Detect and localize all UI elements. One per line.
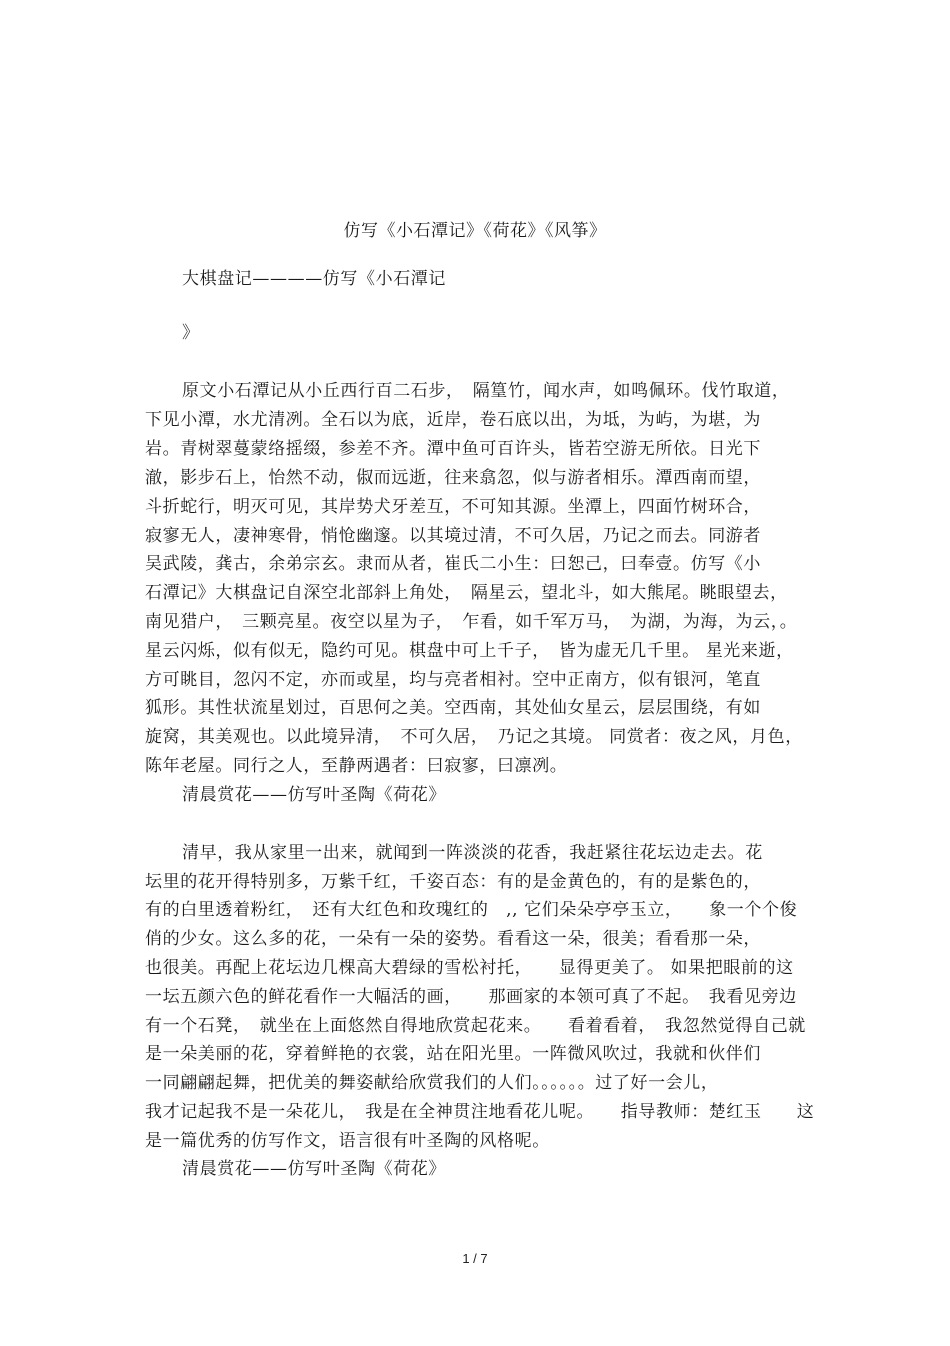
paragraph-line: 澈，影步石上，怡然不动，俶而远逝，往来翕忽，似与游者相乐。潭西南而望，	[145, 468, 761, 488]
paragraph-line: 是一朵美丽的花，穿着鲜艳的衣裳，站在阳光里。一阵微风吹过，我就和伙伴们	[145, 1044, 761, 1064]
section-3-heading: 清晨赏花——仿写叶圣陶《荷花》	[182, 1159, 446, 1179]
paragraph-line: 也很美。再配上花坛边几棵高大碧绿的雪松衬托， 显得更美了。 如果把眼前的这	[145, 958, 794, 978]
paragraph-line: 俏的少女。这么多的花，一朵有一朵的姿势。看看这一朵，很美；看看那一朵，	[145, 929, 761, 949]
section-2-heading: 清晨赏花——仿写叶圣陶《荷花》	[182, 785, 446, 805]
paragraph-line: 有的白里透着粉红， 还有大红色和玫瑰红的 ,, 它们朵朵亭亭玉立， 象一个个俊	[145, 900, 798, 920]
paragraph-line: 岩。青树翠蔓蒙络摇缀，参差不齐。潭中鱼可百许头，皆若空游无所依。日光下	[145, 439, 761, 459]
paragraph-line: 原文小石潭记从小丘西行百二石步， 隔篁竹，闻水声，如鸣佩环。伐竹取道，	[182, 381, 790, 401]
page-number: 1 / 7	[462, 1251, 488, 1266]
paragraph-line: 我才记起我不是一朵花儿， 我是在全神贯注地看花儿呢。 指导教师：楚红玉 这	[145, 1102, 815, 1122]
paragraph-line: 狐形。其性状流星划过，百思何之美。空西南，其处仙女星云，层层围绕，有如	[145, 698, 761, 718]
section-1-heading: 大棋盘记————仿写《小石潭记	[182, 269, 446, 289]
section-1-heading-end: 》	[182, 323, 200, 343]
paragraph-line: 旋窝，其美观也。以此境异清， 不可久居， 乃记之其境。 同赏者：夜之风，月色，	[145, 727, 803, 747]
paragraph-line: 陈年老屋。同行之人，至静两遇者：曰寂寥，曰凛冽。	[145, 756, 568, 776]
paragraph-line: 斗折蛇行，明灭可见，其岸势犬牙差互，不可知其源。坐潭上，四面竹树环合，	[145, 497, 761, 517]
paragraph-line: 方可眺目，忽闪不定，亦而或星，均与亮者相衬。空中正南方，似有银河，笔直	[145, 670, 761, 690]
paragraph-line: 清早，我从家里一出来，就闻到一阵淡淡的花香，我赶紧往花坛边走去。花	[182, 843, 763, 863]
paragraph-line: 吴武陵，龚古，余弟宗玄。隶而从者，崔氏二小生：曰恕己，曰奉壹。仿写《小	[145, 554, 761, 574]
paragraph-line: 一同翩翩起舞，把优美的舞姿献给欣赏我们的人们。。。。。。过了好一会儿，	[145, 1073, 719, 1093]
paragraph-line: 石潭记》大棋盘记自深空北部斜上角处， 隔星云，望北斗，如大熊尾。眺眼望去，	[145, 583, 788, 603]
paragraph-line: 下见小潭，水尤清冽。全石以为底，近岸，卷石底以出，为坻，为屿，为堪，为	[145, 410, 761, 430]
document-title: 仿写《小石潭记》《荷花》《风筝》	[343, 221, 607, 241]
paragraph-line: 南见猎户， 三颗亮星。夜空以星为子， 乍看，如千军万马， 为湖，为海，为云，。	[145, 612, 798, 632]
paragraph-line: 坛里的花开得特别多，万紫千红，千姿百态：有的是金黄色的，有的是紫色的，	[145, 872, 761, 892]
paragraph-line: 是一篇优秀的仿写作文，语言很有叶圣陶的风格呢。	[145, 1131, 550, 1151]
paragraph-line: 星云闪烁，似有似无，隐约可见。棋盘中可上千子， 皆为虚无几千里。 星光来逝，	[145, 641, 794, 661]
paragraph-line: 一坛五颜六色的鲜花看作一大幅活的画， 那画家的本领可真了不起。 我看见旁边	[145, 987, 797, 1007]
paragraph-line: 寂寥无人，凄神寒骨，悄怆幽邃。以其境过清，不可久居，乃记之而去。同游者	[145, 526, 761, 546]
paragraph-line: 有一个石凳， 就坐在上面悠然自得地欣赏起花来。 看着看着， 我忽然觉得自己就	[145, 1016, 806, 1036]
